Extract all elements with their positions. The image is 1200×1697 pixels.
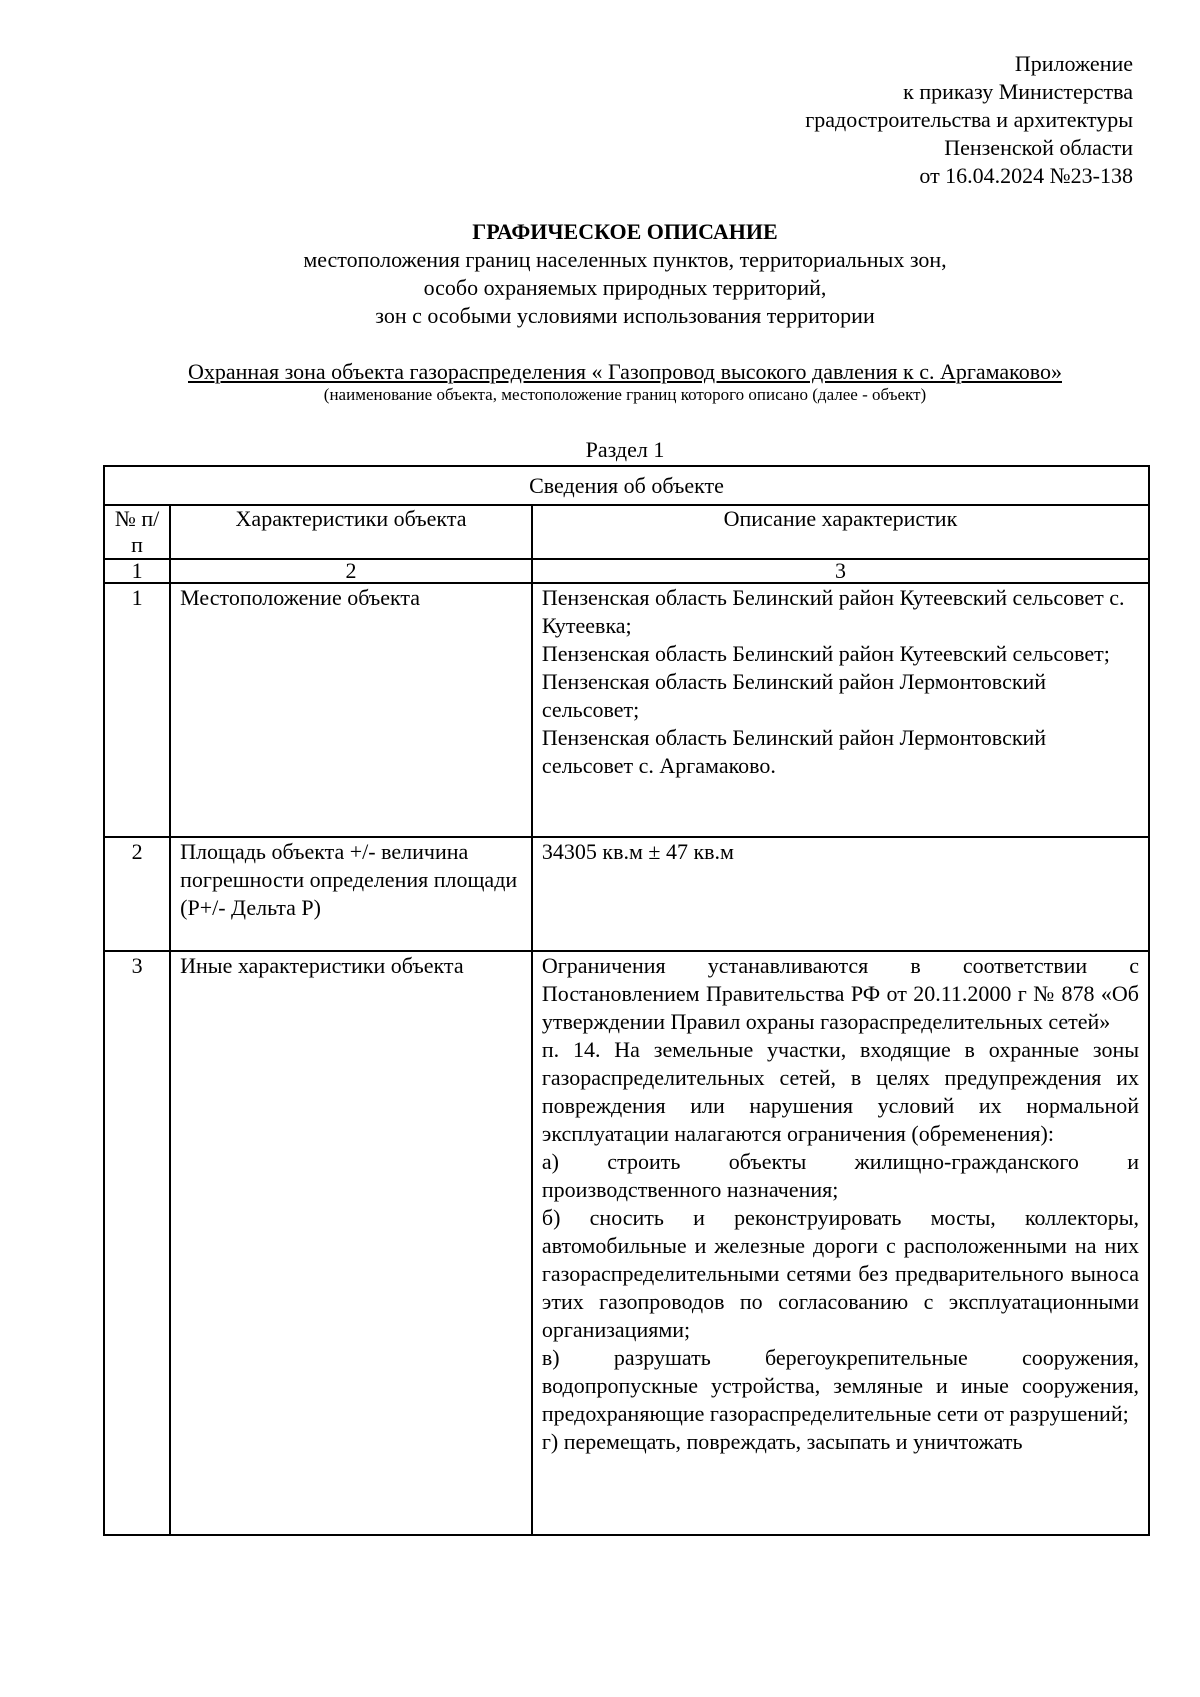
row-description: 34305 кв.м ± 47 кв.м [532, 837, 1149, 951]
column-header: № п/п [104, 505, 170, 559]
appendix-line: Пензенской области [944, 135, 1133, 160]
row-description [532, 951, 1149, 1535]
characteristic-line: (P+/- Дельта P) [180, 895, 321, 920]
appendix-date-number: от 16.04.2024 №23-138 [919, 163, 1133, 188]
table-row [104, 951, 1149, 1535]
restriction-paragraph: г) перемещать, повреждать, засыпать и уничтожать [541, 1429, 1023, 1454]
restriction-paragraph: в) разрушать берегоукрепительные сооружения, водопропускные устройства, земляные и иные сооружения, предохраняющие газораспределительные сети от разрушений; [541, 1345, 1139, 1426]
table-header-row [104, 505, 1149, 559]
column-header: Характеристики объекта [170, 505, 532, 559]
row-number: 2 [104, 837, 170, 951]
restriction-paragraph: п. 14. На земельные участки, входящие в охранные зоны газораспределительных сетей, в целях предупреждения их повреждения или нарушения условий их нормальной эксплуатации налагаются ограничения (обременения): [541, 1037, 1139, 1146]
row-characteristic: Местоположение объекта [170, 583, 532, 837]
restriction-paragraph: а) строить объекты жилищно-гражданского и производственного назначения; [541, 1149, 1139, 1202]
document-subtitle-line: особо охраняемых природных территорий, [423, 275, 827, 300]
row-description [532, 583, 1149, 837]
location-line: Пензенская область Белинский район Лермонтовский сельсовет с. Аргамаково. [541, 725, 1047, 778]
row-number: 1 [104, 583, 170, 837]
document-title-block [100, 218, 1150, 330]
appendix-line: градостроительства и архитектуры [805, 107, 1133, 132]
column-number: 3 [532, 559, 1149, 583]
document-title: ГРАФИЧЕСКОЕ ОПИСАНИЕ [472, 219, 778, 244]
restriction-paragraph: б) сносить и реконструировать мосты, коллекторы, автомобильные и железные дороги с расположенными на них газораспределительными сетями без предварительного выноса этих газопроводов по согласованию с эксплуатационными организациями; [541, 1205, 1139, 1342]
table-caption-row [104, 466, 1149, 505]
object-name-note: (наименование объекта, местоположение границ которого описано (далее - объект) [323, 385, 927, 404]
characteristic-line: Площадь объекта +/- величина погрешности определения площади [180, 839, 518, 892]
row-characteristic: Иные характеристики объекта [170, 951, 532, 1535]
column-header: Описание характеристик [532, 505, 1149, 559]
section-label: Раздел 1 [585, 437, 665, 462]
location-line: Пензенская область Белинский район Кутеевский сельсовет; [541, 641, 1110, 666]
restriction-paragraph: Ограничения устанавливаются в соответствии с Постановлением Правительства РФ от 20.11.2000 г № 878 «Об утверждении Правил охраны газораспределительных сетей» [541, 953, 1139, 1034]
object-name: Охранная зона объекта газораспределения « Газопровод высокого давления к с. Аргамаково» [188, 359, 1062, 384]
document-subtitle-line: зон с особыми условиями использования территории [375, 303, 875, 328]
column-number: 2 [170, 559, 532, 583]
table-row [104, 583, 1149, 837]
column-number: 1 [104, 559, 170, 583]
row-number: 3 [104, 951, 170, 1535]
table-column-numbers-row [104, 559, 1149, 583]
object-info-table [103, 465, 1150, 1536]
row-characteristic [170, 837, 532, 951]
table-caption: Сведения об объекте [104, 466, 1149, 505]
appendix-header [805, 50, 1133, 190]
location-line: Пензенская область Белинский район Кутеевский сельсовет с. Кутеевка; [541, 585, 1125, 638]
location-line: Пензенская область Белинский район Лермонтовский сельсовет; [541, 669, 1047, 722]
appendix-line: к приказу Министерства [903, 79, 1133, 104]
appendix-line: Приложение [1014, 51, 1133, 76]
document-subtitle-line: местоположения границ населенных пунктов, территориальных зон, [303, 247, 947, 272]
table-row [104, 837, 1149, 951]
